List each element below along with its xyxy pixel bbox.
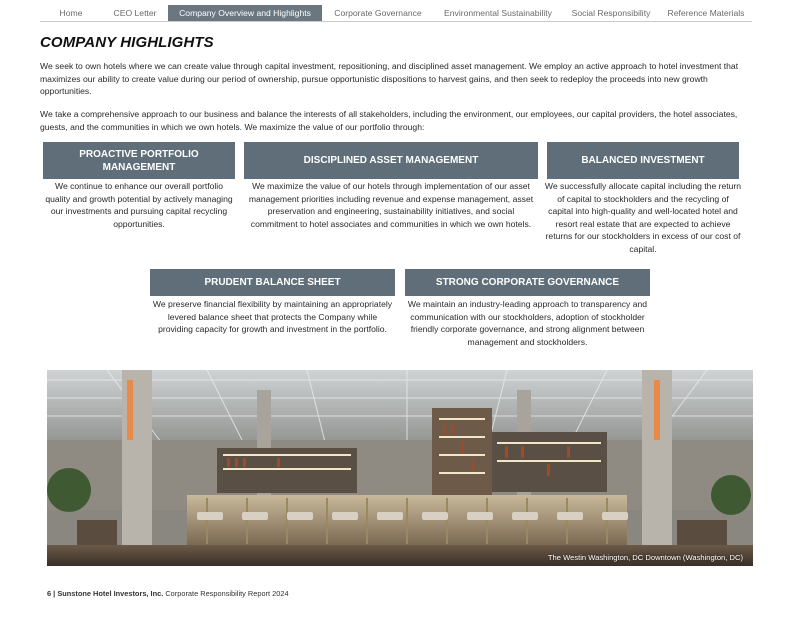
- page-footer: [47, 589, 289, 598]
- highlight-header-disciplined-asset: DISCIPLINED ASSET MANAGEMENT: [244, 142, 538, 179]
- highlight-text-proactive-portfolio: We continue to enhance our overall portfolio quality and growth potential by actively managing our investments and pursuing capital recycling opportunities.: [45, 181, 233, 229]
- nav-tab-company-overview[interactable]: Company Overview and Highlights: [168, 5, 322, 21]
- nav-tab-reference-materials[interactable]: Reference Materials: [667, 8, 745, 18]
- intro-paragraph-2: We take a comprehensive approach to our business and balance the interests of all stakeholders, including the environment, our employees, our capital providers, the hotel associates, guests, and the communities in which we own hotels. We maximize the value of our portfolio through:: [40, 109, 738, 132]
- footer-company: Sunstone Hotel Investors, Inc.: [57, 589, 164, 598]
- highlight-header-prudent-balance-sheet: PRUDENT BALANCE SHEET: [150, 269, 395, 296]
- nav-tab-environmental-sustainability[interactable]: Environmental Sustainability: [444, 8, 552, 18]
- highlight-header-proactive-portfolio: PROACTIVE PORTFOLIO MANAGEMENT: [43, 142, 235, 179]
- nav-tab-ceo-letter[interactable]: CEO Letter: [113, 8, 157, 18]
- highlight-header-balanced-investment: BALANCED INVESTMENT: [547, 142, 739, 179]
- top-navigation: [40, 5, 752, 22]
- nav-tab-social-responsibility[interactable]: Social Responsibility: [571, 8, 651, 18]
- highlight-text-disciplined-asset: We maximize the value of our hotels through implementation of our asset management priorities including revenue and expense management, asset preservation and engineering, sustainability initiatives, and social commitment to hotel associates and communities in which we own hotels.: [248, 181, 534, 229]
- intro-paragraph-1: We seek to own hotels where we can create value through capital investment, repositioning, and disciplined asset management. We employ an active approach to hotel investment that maximizes our ability to create value during our period of ownership, pursue opportunistic dispositions to harvest gains, and then seek to redeploy the proceeds into new growth opportunities.: [40, 61, 739, 97]
- highlight-text-prudent-balance-sheet: We preserve financial flexibility by maintaining an appropriately levered balance sheet that protects the Company while providing capacity for growth and investment in the portfolio.: [152, 299, 393, 335]
- highlight-text-strong-governance: We maintain an industry-leading approach to transparency and communication with our stockholders, adoption of stockholder friendly corporate governance, and strong alignment between management and stockholders.: [407, 299, 648, 347]
- footer-separator: |: [51, 589, 58, 598]
- nav-tab-corporate-governance[interactable]: Corporate Governance: [334, 8, 422, 18]
- highlight-header-strong-governance: STRONG CORPORATE GOVERNANCE: [405, 269, 650, 296]
- photo-caption: The Westin Washington, DC Downtown (Washington, DC): [547, 553, 743, 562]
- page-title: COMPANY HIGHLIGHTS: [40, 34, 214, 51]
- footer-report-title: Corporate Responsibility Report 2024: [163, 589, 289, 598]
- nav-tab-home[interactable]: Home: [59, 8, 83, 18]
- page-number: 6: [47, 589, 52, 598]
- highlight-text-balanced-investment: We successfully allocate capital including the return of capital to stockholders and the recycling of capital into high-quality and well-located hotel and resort real estate that are expected to achieve returns for our stockholders in excess of our cost of capital.: [544, 181, 742, 254]
- hotel-bar-illustration: [47, 370, 753, 566]
- hotel-bar-photo: [47, 370, 753, 566]
